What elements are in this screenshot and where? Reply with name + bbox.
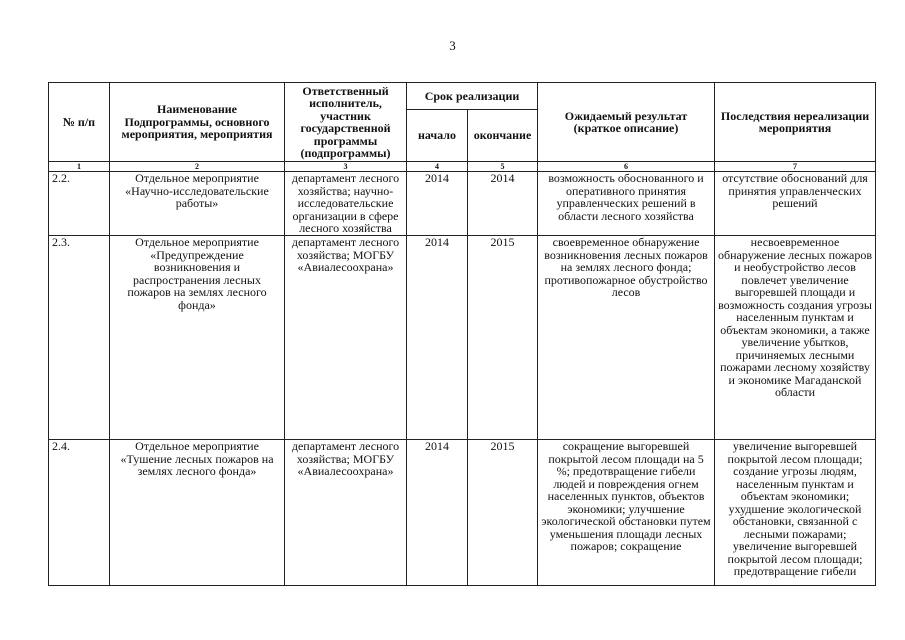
header-executor: Ответственный исполнитель, участник государственной программы (подпрограммы)	[285, 83, 407, 162]
row-end: 2015	[468, 236, 538, 440]
column-number: 6	[538, 162, 715, 172]
row-name: Отдельное мероприятие «Научно-исследовательские работы»	[110, 172, 285, 236]
row-end: 2014	[468, 172, 538, 236]
table-row	[49, 172, 876, 236]
row-consequence: несвоевременное обнаружение лесных пожаров и необустройство лесов повлечет увеличение выгоревшей площади и возможность создания угрозы населенным пунктам и объектам экономики, а также увеличение убытков, причиняемых лесными пожарами лесному хозяйству и экономике Магаданской области	[715, 236, 876, 440]
row-executor: департамент лесного хозяйства; МОГБУ «Авиалесоохрана»	[285, 440, 407, 586]
row-name: Отдельное мероприятие «Предупреждение возникновения и распространения лесных пожаров на землях лесного фонда»	[110, 236, 285, 440]
header-start: начало	[407, 110, 468, 162]
row-number: 2.3.	[49, 236, 110, 440]
row-start: 2014	[407, 172, 468, 236]
row-number: 2.4.	[49, 440, 110, 586]
row-result: сокращение выгоревшей покрытой лесом площади на 5 %; предотвращение гибели людей и повреждения огнем населенных пунктов, объектов экономики; улучшение экологической обстановки путем уменьшения площади лесных пожаров; сокращение	[538, 440, 715, 586]
table-row	[49, 440, 876, 586]
row-start: 2014	[407, 236, 468, 440]
header-name: Наименование Подпрограммы, основного мероприятия, мероприятия	[110, 83, 285, 162]
program-table	[48, 82, 876, 586]
row-consequence: отсутствие обоснований для принятия управленческих решений	[715, 172, 876, 236]
header-number: № п/п	[49, 83, 110, 162]
column-number: 2	[110, 162, 285, 172]
row-end: 2015	[468, 440, 538, 586]
column-number: 1	[49, 162, 110, 172]
column-number: 3	[285, 162, 407, 172]
row-number: 2.2.	[49, 172, 110, 236]
header-end: окончание	[468, 110, 538, 162]
page-number: 3	[449, 38, 456, 53]
row-result: своевременное обнаружение возникновения лесных пожаров на землях лесного фонда; противопожарное обустройство лесов	[538, 236, 715, 440]
column-number: 5	[468, 162, 538, 172]
row-consequence: увеличение выгоревшей покрытой лесом площади; создание угрозы людям, населенным пунктам и объектам экономики; ухудшение экологической обстановки, связанной с лесными пожарами; увеличение выгоревшей покрытой лесом площади; предотвращение гибели	[715, 440, 876, 586]
row-start: 2014	[407, 440, 468, 586]
row-executor: департамент лесного хозяйства; МОГБУ «Авиалесоохрана»	[285, 236, 407, 440]
row-result: возможность обоснованного и оперативного принятия управленческих решений в области лесного хозяйства	[538, 172, 715, 236]
header-period: Срок реализации	[407, 83, 538, 110]
table-row	[49, 236, 876, 440]
header-result: Ожидаемый результат (краткое описание)	[538, 83, 715, 162]
column-number-row	[49, 162, 876, 172]
header-consequence: Последствия нереализации мероприятия	[715, 83, 876, 162]
row-executor: департамент лесного хозяйства; научно-исследовательские организации в сфере лесного хозяйства	[285, 172, 407, 236]
row-name: Отдельное мероприятие «Тушение лесных пожаров на землях лесного фонда»	[110, 440, 285, 586]
header-row	[49, 83, 876, 110]
column-number: 4	[407, 162, 468, 172]
column-number: 7	[715, 162, 876, 172]
